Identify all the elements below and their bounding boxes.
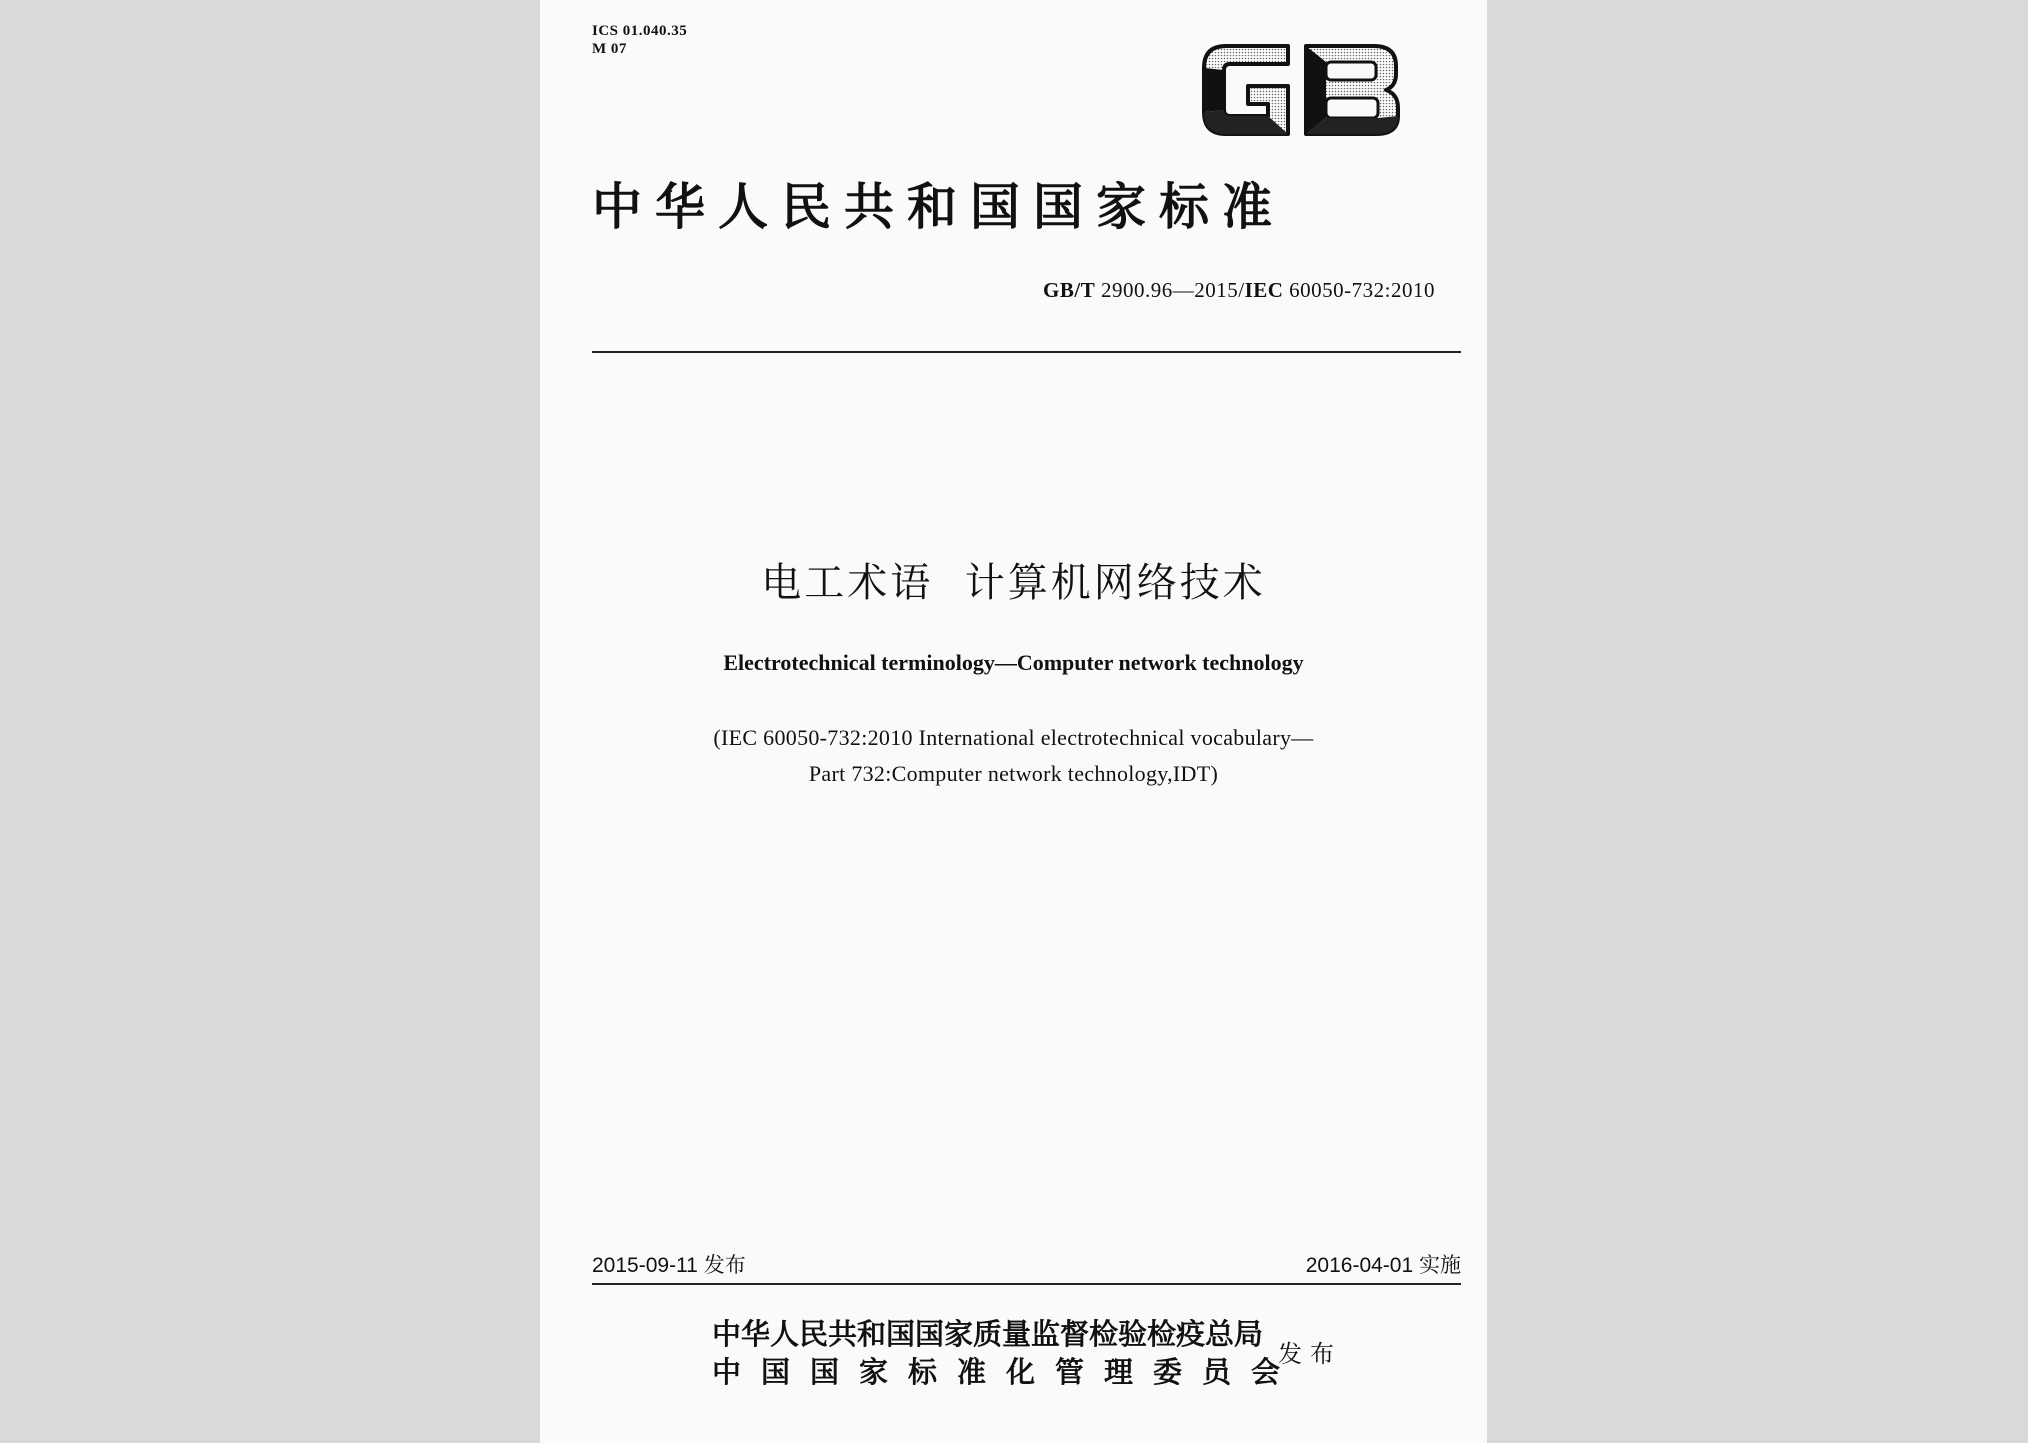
english-title: Electrotechnical terminology—Computer network technology: [723, 650, 1304, 675]
national-standard-title: 中华人民共和国国家标准: [592, 178, 1285, 236]
iec-note-line-2: Part 732:Computer network technology,IDT): [808, 761, 1219, 786]
issue-label: 发布: [1278, 1340, 1342, 1368]
standard-number-rest: 2900.96—2015/: [1095, 278, 1245, 302]
standard-prefix: GB/T: [1043, 278, 1096, 302]
issuing-authorities: [712, 1315, 1300, 1391]
issuer-sac: 中国国家标准化管理委员会: [712, 1355, 1301, 1389]
header-divider: [592, 351, 1461, 353]
implementation-date: 2016-04-01 实施: [1305, 1254, 1461, 1277]
standard-number: [1043, 278, 1435, 303]
issue-date: 2015-09-11 发布: [592, 1254, 746, 1277]
footer-divider: [592, 1283, 1461, 1285]
iec-equivalence-note: [540, 720, 1487, 792]
gb-logo-icon: [1196, 36, 1406, 144]
issuer-aqsiq: 中华人民共和国国家质量监督检验检疫总局: [712, 1317, 1264, 1351]
classification-codes: [592, 22, 687, 58]
ics-code: ICS 01.040.35: [592, 23, 688, 39]
iec-note-line-1: (IEC 60050-732:2010 International electrotechnical vocabulary—: [713, 725, 1314, 750]
iec-prefix: IEC: [1244, 278, 1284, 302]
standard-cover-page: [540, 0, 1487, 1443]
chinese-title: 电工术语 计算机网络技术: [761, 560, 1266, 606]
ccs-code: M 07: [592, 41, 627, 57]
iec-number-rest: 60050-732:2010: [1283, 278, 1435, 302]
